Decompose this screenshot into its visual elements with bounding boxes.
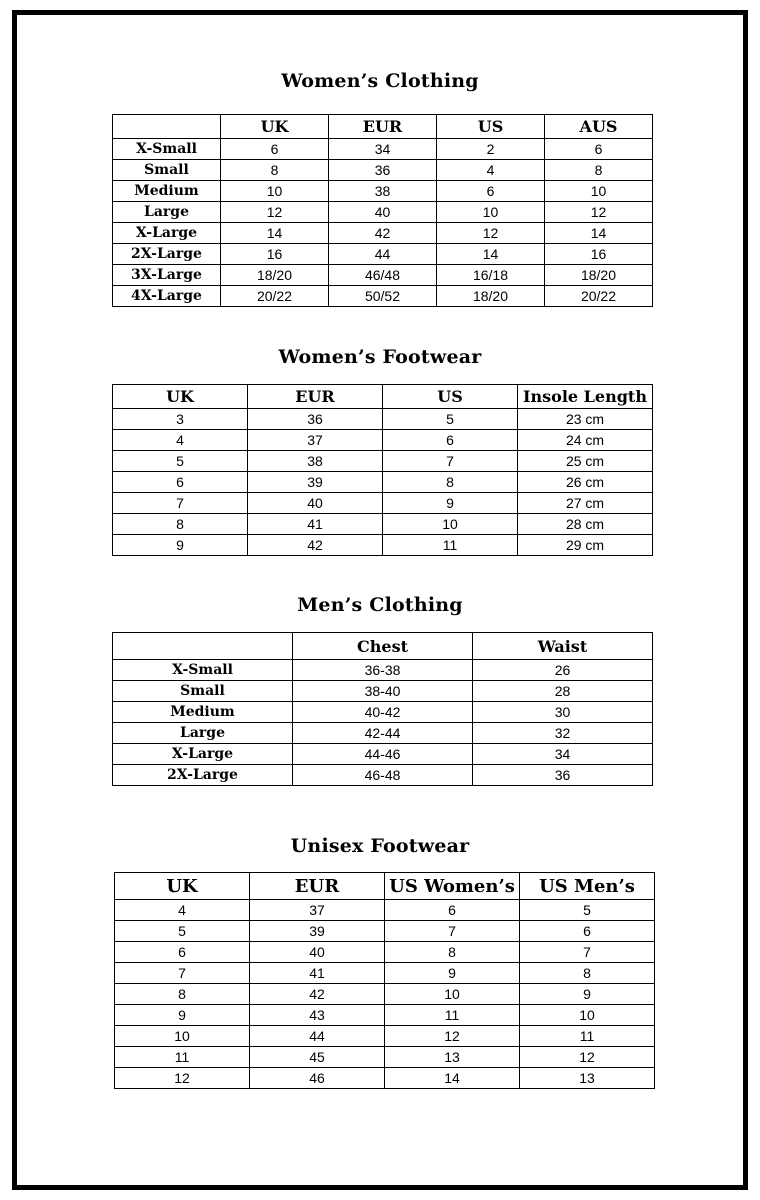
table-cell: 6 xyxy=(437,181,545,202)
table-cell: 40 xyxy=(248,493,383,514)
table-cell: 5 xyxy=(520,900,655,921)
table-cell: 10 xyxy=(385,984,520,1005)
table-cell: 18/20 xyxy=(221,265,329,286)
header-cell: UK xyxy=(221,115,329,139)
table-cell: 45 xyxy=(250,1047,385,1068)
table-cell: 10 xyxy=(520,1005,655,1026)
table-cell: 8 xyxy=(545,160,653,181)
table-row xyxy=(115,1026,655,1047)
table-cell: 36 xyxy=(329,160,437,181)
table-cell: 36 xyxy=(248,409,383,430)
table-row xyxy=(115,921,655,942)
table-cell: 6 xyxy=(113,472,248,493)
table-cell: 42-44 xyxy=(293,723,473,744)
table-cell: 30 xyxy=(473,702,653,723)
header-cell: UK xyxy=(113,385,248,409)
unisex-footwear-table xyxy=(114,872,655,1089)
table-cell: 50/52 xyxy=(329,286,437,307)
table-cell: 28 xyxy=(473,681,653,702)
table-cell: 20/22 xyxy=(545,286,653,307)
table-row xyxy=(115,1068,655,1089)
table-cell: 8 xyxy=(385,942,520,963)
row-label: Large xyxy=(113,202,221,223)
table-cell: 42 xyxy=(329,223,437,244)
table-row xyxy=(113,660,653,681)
table-row xyxy=(115,1005,655,1026)
table-cell: 10 xyxy=(221,181,329,202)
table-cell: 34 xyxy=(329,139,437,160)
table-cell: 5 xyxy=(113,451,248,472)
header-cell: EUR xyxy=(250,873,385,900)
table-row xyxy=(113,493,653,514)
mens-clothing-title: Men’s Clothing xyxy=(297,594,463,616)
table-cell: 36-38 xyxy=(293,660,473,681)
header-cell: US Men’s xyxy=(520,873,655,900)
table-cell: 26 cm xyxy=(518,472,653,493)
row-label: X-Small xyxy=(113,139,221,160)
unisex-footwear-title: Unisex Footwear xyxy=(290,835,470,857)
table-cell: 46 xyxy=(250,1068,385,1089)
table-cell: 9 xyxy=(113,535,248,556)
table-cell: 5 xyxy=(115,921,250,942)
header-cell: Waist xyxy=(473,633,653,660)
table-cell: 16 xyxy=(221,244,329,265)
table-cell: 8 xyxy=(113,514,248,535)
table-cell: 18/20 xyxy=(437,286,545,307)
header-cell: Insole Length xyxy=(518,385,653,409)
table-cell: 12 xyxy=(221,202,329,223)
table-cell: 26 xyxy=(473,660,653,681)
table-cell: 18/20 xyxy=(545,265,653,286)
table-row xyxy=(115,963,655,984)
row-label: Small xyxy=(113,160,221,181)
table-cell: 14 xyxy=(385,1068,520,1089)
table-row xyxy=(113,265,653,286)
table-row xyxy=(113,409,653,430)
table-cell: 5 xyxy=(383,409,518,430)
table-cell: 38 xyxy=(329,181,437,202)
table-cell: 11 xyxy=(115,1047,250,1068)
row-label: 2X-Large xyxy=(113,244,221,265)
table-cell: 40-42 xyxy=(293,702,473,723)
row-label: Medium xyxy=(113,702,293,723)
table-row xyxy=(115,1047,655,1068)
table-row xyxy=(113,223,653,244)
table-cell: 6 xyxy=(520,921,655,942)
table-cell: 7 xyxy=(385,921,520,942)
table-cell: 28 cm xyxy=(518,514,653,535)
table-cell: 7 xyxy=(383,451,518,472)
table-cell: 7 xyxy=(520,942,655,963)
table-row xyxy=(113,681,653,702)
table-cell: 11 xyxy=(520,1026,655,1047)
row-label: Medium xyxy=(113,181,221,202)
table-cell: 41 xyxy=(248,514,383,535)
table-cell: 16 xyxy=(545,244,653,265)
table-row xyxy=(115,984,655,1005)
table-cell: 10 xyxy=(115,1026,250,1047)
table-cell: 6 xyxy=(383,430,518,451)
table-cell: 43 xyxy=(250,1005,385,1026)
table-cell: 10 xyxy=(383,514,518,535)
header-cell: UK xyxy=(115,873,250,900)
table-cell: 34 xyxy=(473,744,653,765)
table-cell: 39 xyxy=(248,472,383,493)
row-label: X-Small xyxy=(113,660,293,681)
row-label: X-Large xyxy=(113,744,293,765)
table-cell: 40 xyxy=(250,942,385,963)
table-cell: 9 xyxy=(385,963,520,984)
table-cell: 38 xyxy=(248,451,383,472)
row-label: 2X-Large xyxy=(113,765,293,786)
table-cell: 40 xyxy=(329,202,437,223)
table-cell: 10 xyxy=(437,202,545,223)
table-cell: 42 xyxy=(250,984,385,1005)
table-cell: 41 xyxy=(250,963,385,984)
row-label: Large xyxy=(113,723,293,744)
table-header-row xyxy=(115,873,655,900)
womens-clothing-table xyxy=(112,114,653,307)
womens-footwear-title: Women’s Footwear xyxy=(278,346,482,368)
row-label: Small xyxy=(113,681,293,702)
table-header-row xyxy=(113,633,653,660)
table-cell: 4 xyxy=(115,900,250,921)
table-cell: 11 xyxy=(383,535,518,556)
table-cell: 9 xyxy=(520,984,655,1005)
table-cell: 6 xyxy=(385,900,520,921)
table-cell: 7 xyxy=(115,963,250,984)
table-cell: 44-46 xyxy=(293,744,473,765)
header-cell: US xyxy=(383,385,518,409)
table-cell: 46-48 xyxy=(293,765,473,786)
header-cell xyxy=(113,633,293,660)
table-row xyxy=(115,942,655,963)
table-row xyxy=(113,286,653,307)
table-cell: 8 xyxy=(221,160,329,181)
table-cell: 6 xyxy=(545,139,653,160)
header-cell: US xyxy=(437,115,545,139)
row-label: X-Large xyxy=(113,223,221,244)
table-cell: 6 xyxy=(221,139,329,160)
womens-footwear-table xyxy=(112,384,653,556)
table-row xyxy=(113,535,653,556)
table-cell: 25 cm xyxy=(518,451,653,472)
header-cell xyxy=(113,115,221,139)
table-cell: 39 xyxy=(250,921,385,942)
table-cell: 12 xyxy=(520,1047,655,1068)
table-cell: 37 xyxy=(248,430,383,451)
table-cell: 7 xyxy=(113,493,248,514)
table-cell: 12 xyxy=(385,1026,520,1047)
table-row xyxy=(113,430,653,451)
table-cell: 13 xyxy=(520,1068,655,1089)
table-cell: 10 xyxy=(545,181,653,202)
table-row xyxy=(113,202,653,223)
row-label: 3X-Large xyxy=(113,265,221,286)
table-cell: 13 xyxy=(385,1047,520,1068)
table-row xyxy=(115,900,655,921)
table-cell: 9 xyxy=(383,493,518,514)
table-row xyxy=(113,139,653,160)
table-row xyxy=(113,244,653,265)
table-cell: 37 xyxy=(250,900,385,921)
table-cell: 12 xyxy=(115,1068,250,1089)
header-cell: US Women’s xyxy=(385,873,520,900)
table-row xyxy=(113,181,653,202)
table-cell: 44 xyxy=(329,244,437,265)
table-cell: 38-40 xyxy=(293,681,473,702)
table-cell: 4 xyxy=(437,160,545,181)
table-cell: 14 xyxy=(221,223,329,244)
table-cell: 8 xyxy=(520,963,655,984)
table-cell: 42 xyxy=(248,535,383,556)
table-cell: 16/18 xyxy=(437,265,545,286)
table-row xyxy=(113,472,653,493)
table-row xyxy=(113,514,653,535)
table-row xyxy=(113,744,653,765)
row-label: 4X-Large xyxy=(113,286,221,307)
table-row xyxy=(113,765,653,786)
mens-clothing-table xyxy=(112,632,653,786)
table-cell: 32 xyxy=(473,723,653,744)
table-cell: 12 xyxy=(545,202,653,223)
table-header-row xyxy=(113,115,653,139)
table-cell: 24 cm xyxy=(518,430,653,451)
womens-clothing-title: Women’s Clothing xyxy=(281,70,479,92)
table-cell: 2 xyxy=(437,139,545,160)
table-cell: 36 xyxy=(473,765,653,786)
table-row xyxy=(113,160,653,181)
header-cell: AUS xyxy=(545,115,653,139)
table-cell: 23 cm xyxy=(518,409,653,430)
table-cell: 27 cm xyxy=(518,493,653,514)
table-cell: 14 xyxy=(437,244,545,265)
table-header-row xyxy=(113,385,653,409)
table-cell: 12 xyxy=(437,223,545,244)
header-cell: EUR xyxy=(248,385,383,409)
table-cell: 4 xyxy=(113,430,248,451)
table-cell: 3 xyxy=(113,409,248,430)
table-cell: 11 xyxy=(385,1005,520,1026)
table-cell: 6 xyxy=(115,942,250,963)
table-cell: 8 xyxy=(383,472,518,493)
table-row xyxy=(113,451,653,472)
table-cell: 29 cm xyxy=(518,535,653,556)
table-cell: 44 xyxy=(250,1026,385,1047)
table-row xyxy=(113,723,653,744)
table-row xyxy=(113,702,653,723)
table-cell: 20/22 xyxy=(221,286,329,307)
table-cell: 8 xyxy=(115,984,250,1005)
table-cell: 46/48 xyxy=(329,265,437,286)
header-cell: EUR xyxy=(329,115,437,139)
table-cell: 14 xyxy=(545,223,653,244)
header-cell: Chest xyxy=(293,633,473,660)
table-cell: 9 xyxy=(115,1005,250,1026)
